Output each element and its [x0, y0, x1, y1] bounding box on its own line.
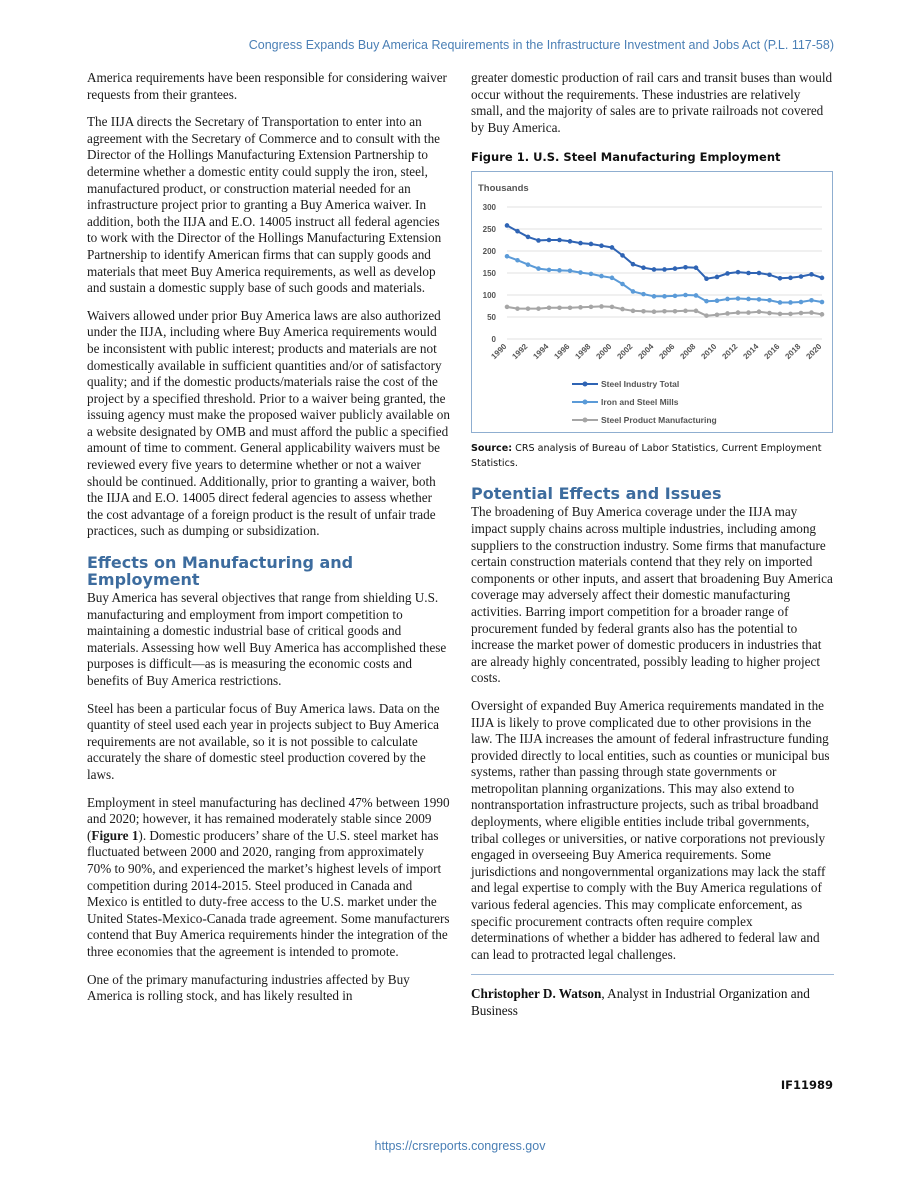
data-point — [662, 309, 667, 314]
y-tick-label: 100 — [482, 291, 496, 301]
x-tick-label: 2006 — [657, 342, 677, 362]
data-point — [820, 276, 825, 281]
data-point — [505, 254, 510, 259]
y-tick-label: 150 — [482, 269, 496, 279]
data-point — [631, 290, 636, 295]
data-point — [778, 276, 783, 281]
employment-line-chart — [472, 172, 832, 432]
data-point — [526, 307, 531, 312]
y-tick-label: 200 — [482, 247, 496, 257]
data-point — [704, 277, 709, 282]
data-point — [715, 313, 720, 318]
text-span: Employment in steel manufacturing has declined 47% between 1990 and 2020; however, it has remained moderately stable since 2009 ( — [87, 794, 450, 843]
x-tick-label: 2000 — [594, 342, 614, 362]
x-tick-label: 2018 — [783, 342, 803, 362]
data-point — [683, 265, 688, 270]
data-point — [683, 293, 688, 298]
x-tick-label: 1990 — [489, 342, 509, 362]
data-point — [620, 282, 625, 287]
y-tick-label: 250 — [482, 225, 496, 235]
data-point — [736, 311, 741, 316]
author-name: Christopher D. Watson — [471, 986, 602, 1002]
data-point — [557, 306, 562, 311]
data-point — [652, 294, 657, 299]
legend-swatch-marker — [583, 400, 588, 405]
data-point — [515, 258, 520, 263]
y-tick-label: 50 — [487, 313, 496, 323]
data-point — [652, 310, 657, 315]
chart-frame — [471, 171, 833, 433]
data-point — [568, 269, 573, 274]
data-point — [610, 276, 615, 281]
data-point — [673, 294, 678, 299]
x-tick-label: 2008 — [678, 342, 698, 362]
x-tick-label: 1996 — [552, 342, 572, 362]
data-point — [704, 299, 709, 304]
paragraph: One of the primary manufacturing industries affected by Buy America is rolling stock, and has likely resulted in — [87, 971, 410, 1004]
data-point — [515, 229, 520, 234]
legend-label: Iron and Steel Mills — [601, 397, 679, 408]
data-point — [809, 298, 814, 303]
data-point — [599, 274, 604, 279]
legend-swatch-marker — [583, 418, 588, 423]
y-axis-label: Thousands — [478, 183, 529, 195]
data-point — [557, 238, 562, 243]
data-point — [599, 244, 604, 249]
data-point — [683, 309, 688, 314]
data-point — [799, 300, 804, 305]
data-point — [568, 306, 573, 311]
x-tick-label: 2014 — [741, 342, 761, 362]
paragraph: Steel has been a particular focus of Buy America laws. Data on the quantity of steel used each year in projects subject to Buy America requirements are not available, so it is not possible to calculate accurately the share of domestic steel production covered by the laws. — [87, 700, 440, 782]
data-point — [641, 266, 646, 271]
data-point — [757, 271, 762, 276]
x-tick-label: 1992 — [510, 342, 530, 362]
section-heading: Effects on Manufacturing and Employment — [87, 553, 354, 590]
data-point — [694, 309, 699, 314]
data-point — [589, 305, 594, 310]
author-role: , Analyst in Industrial Organization and Business — [471, 986, 810, 1019]
data-point — [578, 305, 583, 310]
data-point — [631, 309, 636, 314]
data-point — [557, 268, 562, 273]
x-tick-label: 2010 — [699, 342, 719, 362]
data-point — [578, 241, 583, 246]
data-point — [820, 300, 825, 305]
data-point — [515, 307, 520, 312]
data-point — [820, 312, 825, 317]
y-tick-label: 300 — [482, 203, 496, 213]
data-point — [631, 262, 636, 267]
paragraph: The broadening of Buy America coverage under the IIJA may impact supply chains across multiple industries, including among suppliers to the construction industry. Some firms that manufacture certain construction materials contend that they rely on imported components or other inputs, and assert that broadening Buy America coverage may adversely affect their domestic manufacturing activities. Barring import competition for a broader range of procurement funded by federal grants also has the potential to increase the market power of domestic producers in industries that are already highly concentrated, possibly leading to higher project costs. — [471, 504, 833, 686]
data-point — [788, 276, 793, 281]
data-point — [620, 253, 625, 258]
data-point — [641, 292, 646, 297]
source-label: Source: — [471, 443, 513, 455]
data-point — [536, 239, 541, 244]
data-point — [673, 267, 678, 272]
data-point — [736, 297, 741, 302]
data-point — [673, 309, 678, 314]
data-point — [704, 314, 709, 319]
data-point — [767, 311, 772, 316]
data-point — [536, 267, 541, 272]
author-line — [471, 985, 834, 1019]
data-point — [547, 238, 552, 243]
x-tick-label: 2016 — [762, 342, 782, 362]
data-point — [536, 307, 541, 312]
data-point — [715, 275, 720, 280]
x-tick-label: 1998 — [573, 342, 593, 362]
paragraph: greater domestic production of rail cars and transit buses than would occur without the requirements. These industries are relatively small, and the majority of sales are to private railroads not covered by Buy America. — [471, 70, 833, 135]
data-point — [694, 266, 699, 271]
data-point — [725, 297, 730, 302]
x-tick-label: 2002 — [615, 342, 635, 362]
data-point — [788, 301, 793, 306]
paragraph: Waivers allowed under prior Buy America laws are also authorized under the IIJA, including where Buy America requirements would be inconsistent with public interest; products and materials are not domestically available in sufficient quantities and/or of satisfactory quality; and if the domestic products/materials raise the cost of the project by a specified threshold. Prior to a waiver being granted, the issuing agency must make the proposed waiver publicly available on a website designated by OMB and must afford the public a specified amount of time to comment. General applicability waivers must be reviewed every five years to determine whether or not a waiver should be continued. Additionally, prior to granting a waiver, both the IIJA and E.O. 14005 direct federal agencies to assess whether the cost advantage of a foreign product is the result of unfair trade practices, such as dumping or subsidization. — [87, 307, 450, 539]
data-point — [725, 312, 730, 317]
figure-source — [471, 441, 834, 471]
data-point — [547, 306, 552, 311]
data-point — [788, 312, 793, 317]
data-point — [799, 275, 804, 280]
data-point — [526, 235, 531, 240]
x-tick-label: 1994 — [531, 342, 551, 362]
data-point — [610, 246, 615, 251]
data-point — [778, 301, 783, 306]
paragraph: America requirements have been responsible for considering waiver requests from their grantees. — [87, 70, 447, 102]
right-column — [471, 70, 834, 1019]
data-point — [746, 311, 751, 316]
data-point — [568, 239, 573, 244]
data-point — [662, 268, 667, 273]
data-point — [662, 294, 667, 299]
data-point — [694, 294, 699, 299]
x-tick-label: 2004 — [636, 342, 656, 362]
left-column — [87, 70, 450, 1016]
source-text: CRS analysis of Bureau of Labor Statistics, Current Employment Statistics. — [471, 443, 822, 470]
data-point — [589, 242, 594, 247]
figure-reference: Figure 1 — [91, 827, 139, 843]
data-point — [610, 305, 615, 310]
x-tick-label: 2020 — [804, 342, 824, 362]
paragraph — [87, 795, 450, 961]
x-tick-label: 2012 — [720, 342, 740, 362]
section-heading: Potential Effects and Issues — [471, 484, 722, 504]
data-point — [767, 273, 772, 278]
paragraph: Oversight of expanded Buy America requirements mandated in the IIJA is likely to prove complicated due to other provisions in the law. The IIJA increases the amount of federal infrastructure funding provided directly to local entities, such as counties or municipal bus systems, rather than passing through state governments or metropolitan planning organizations. This may also extend to nontransportation infrastructure projects, such as tribal broadband deployments, where eligible entities include tribal governments, tribal colleges or universities, or native corporations not previously engaged in overseeing Buy America requirements. Some jurisdictions and nongovernmental organizations may lack the staff and legal expertise to comply with the Buy America regulations of various federal agencies. This may complicate enforcement, as specific procurement contracts often require complex determinations of whether a bidder has adhered to federal law and can lead to protracted legal challenges. — [471, 697, 830, 962]
data-point — [505, 224, 510, 229]
report-id: IF11989 — [780, 1078, 833, 1092]
data-point — [526, 263, 531, 268]
data-point — [589, 272, 594, 277]
data-point — [641, 309, 646, 314]
y-tick-label: 0 — [491, 335, 496, 345]
data-point — [809, 311, 814, 316]
data-point — [809, 272, 814, 277]
footer-url[interactable]: https://crsreports.congress.gov — [374, 1139, 546, 1153]
data-point — [599, 305, 604, 310]
data-point — [746, 297, 751, 302]
legend-swatch-marker — [583, 382, 588, 387]
data-point — [547, 268, 552, 273]
data-point — [746, 271, 751, 276]
paragraph: Buy America has several objectives that range from shielding U.S. manufacturing and employment from import competition to maintaining a domestic industrial base of critical goods and materials. Assessing how well Buy America has accomplished these purposes is difficult—as is measuring the economic costs and benefits of Buy America restrictions. — [87, 590, 447, 688]
data-point — [725, 272, 730, 277]
data-point — [620, 307, 625, 312]
data-point — [757, 310, 762, 315]
data-point — [652, 268, 657, 273]
text-span: ). Domestic producers’ share of the U.S. steel market has fluctuated between 2000 and 2020, ranging from approximately 70% to 90%, and experienced the market’s highest levels of import competition during 2014-2015. Steel produced in Canada and Mexico is entitled to duty-free access to the U.S. market under the United States-Mexico-Canada trade agreement. Some manufacturers contend that Buy America requirements hinder the integration of the three economies that the agreement is intended to promote. — [87, 827, 450, 959]
paragraph: The IIJA directs the Secretary of Transportation to enter into an agreement with the Secretary of Commerce and to consult with the Director of the Hollings Manufacturing Extension Partnership to determine whether a domestic entity could supply the iron, steel, manufactured product, or construction material needed for an infrastructure project prior to granting a Buy America waiver. In addition, both the IIJA and E.O. 14005 instruct all federal agencies to work with the Director of the Hollings Manufacturing Extension Partnership to identify American firms that can supply goods and materials that meet Buy America requirements, as well as develop and sustain a domestic supply base of such goods and materials. — [87, 114, 442, 296]
data-point — [767, 298, 772, 303]
data-point — [778, 312, 783, 317]
divider — [471, 974, 834, 975]
data-point — [578, 271, 583, 276]
data-point — [799, 311, 804, 316]
figure-title: Figure 1. U.S. Steel Manufacturing Employment — [471, 150, 781, 165]
data-point — [757, 297, 762, 302]
legend-label: Steel Industry Total — [601, 379, 680, 390]
data-point — [736, 270, 741, 275]
running-header: Congress Expands Buy America Requirements in the Infrastructure Investment and Jobs Act (P.L. 117-58) — [248, 38, 834, 52]
data-point — [505, 305, 510, 310]
legend-label: Steel Product Manufacturing — [601, 415, 717, 426]
data-point — [715, 299, 720, 304]
